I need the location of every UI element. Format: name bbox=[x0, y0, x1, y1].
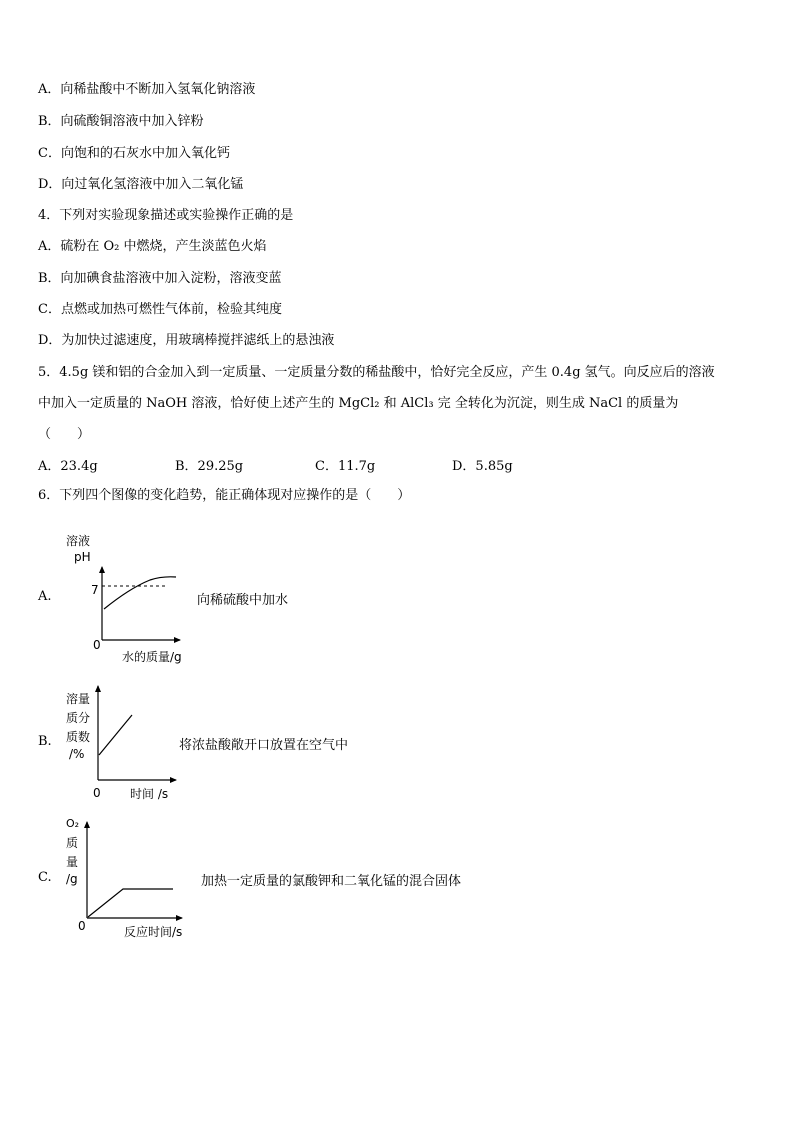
fig-a-xlabel: 水的质量/g bbox=[122, 650, 182, 664]
fig-b-ylabel-line1: 溶量 bbox=[66, 692, 91, 706]
fig-c-ylabel-line1: O₂ bbox=[66, 817, 80, 830]
q6-stem: 6．下列四个图像的变化趋势，能正确体现对应操作的是（ ） bbox=[38, 488, 411, 503]
fig-a-origin: 0 bbox=[93, 638, 101, 652]
fig-b-ylabel-line3: 质数 bbox=[66, 730, 91, 744]
q5-option-a: A．23.4g bbox=[38, 459, 98, 474]
fig-a-label: A. bbox=[38, 589, 52, 604]
fig-b-ylabel-line4: /% bbox=[69, 747, 85, 761]
fig-c-line bbox=[88, 889, 173, 917]
fig-c-ylabel-line2: 质 bbox=[66, 836, 79, 850]
fig-a-description: 向稀硫酸中加水 bbox=[197, 593, 289, 608]
fig-b-origin: 0 bbox=[93, 786, 101, 800]
fig-c-label: C. bbox=[38, 870, 52, 885]
q4-option-d: D．为加快过滤速度，用玻璃棒搅拌滤纸上的悬浊液 bbox=[38, 333, 335, 348]
fig-c-xlabel: 反应时间/s bbox=[124, 925, 183, 939]
fig-c-ylabel-line3: 量 bbox=[66, 855, 79, 869]
fig-b-label: B. bbox=[38, 734, 52, 749]
fig-a-ytick-7: 7 bbox=[91, 583, 99, 597]
fig-c-ylabel-line4: /g bbox=[66, 872, 78, 886]
q4-option-c: C．点燃或加热可燃性气体前，检验其纯度 bbox=[38, 302, 282, 317]
fig-c-description: 加热一定质量的氯酸钾和二氧化锰的混合固体 bbox=[201, 874, 462, 889]
q4-option-b: B．向加碘食盐溶液中加入淀粉，溶液变蓝 bbox=[38, 271, 282, 286]
fig-c-origin: 0 bbox=[78, 919, 86, 933]
fig-a-ylabel-line1: 溶液 bbox=[66, 534, 91, 548]
q3-option-d: D．向过氧化氢溶液中加入二氧化锰 bbox=[38, 177, 244, 192]
fig-b-ylabel-line2: 质分 bbox=[66, 711, 91, 725]
q5-option-c: C．11.7g bbox=[315, 459, 376, 474]
q5-stem-line3: （ ） bbox=[38, 427, 91, 442]
fig-b-xlabel: 时间 /s bbox=[130, 787, 169, 801]
q3-option-a: A．向稀盐酸中不断加入氢氧化钠溶液 bbox=[38, 82, 256, 97]
q3-option-b: B．向硫酸铜溶液中加入锌粉 bbox=[38, 114, 204, 129]
fig-a-ylabel-line2: pH bbox=[74, 550, 91, 564]
q5-stem-line2: 中加入一定质量的 NaOH 溶液，恰好使上述产生的 MgCl₂ 和 AlCl₃ 完 全转化为沉淀，则生成 NaCl 的质量为 bbox=[38, 396, 679, 411]
q4-stem: 4．下列对实验现象描述或实验操作正确的是 bbox=[38, 208, 294, 223]
q5-option-b: B．29.25g bbox=[175, 459, 244, 474]
q5-stem-line1: 5．4.5g 镁和铝的合金加入到一定质量、一定质量分数的稀盐酸中，恰好完全反应，产生 0.4g 氢气。向反应后的溶液 bbox=[38, 365, 715, 380]
q5-option-d: D．5.85g bbox=[452, 459, 513, 474]
fig-b-description: 将浓盐酸敞开口放置在空气中 bbox=[179, 738, 349, 753]
q3-option-c: C．向饱和的石灰水中加入氧化钙 bbox=[38, 146, 230, 161]
q4-option-a: A．硫粉在 O₂ 中燃烧，产生淡蓝色火焰 bbox=[38, 239, 267, 254]
